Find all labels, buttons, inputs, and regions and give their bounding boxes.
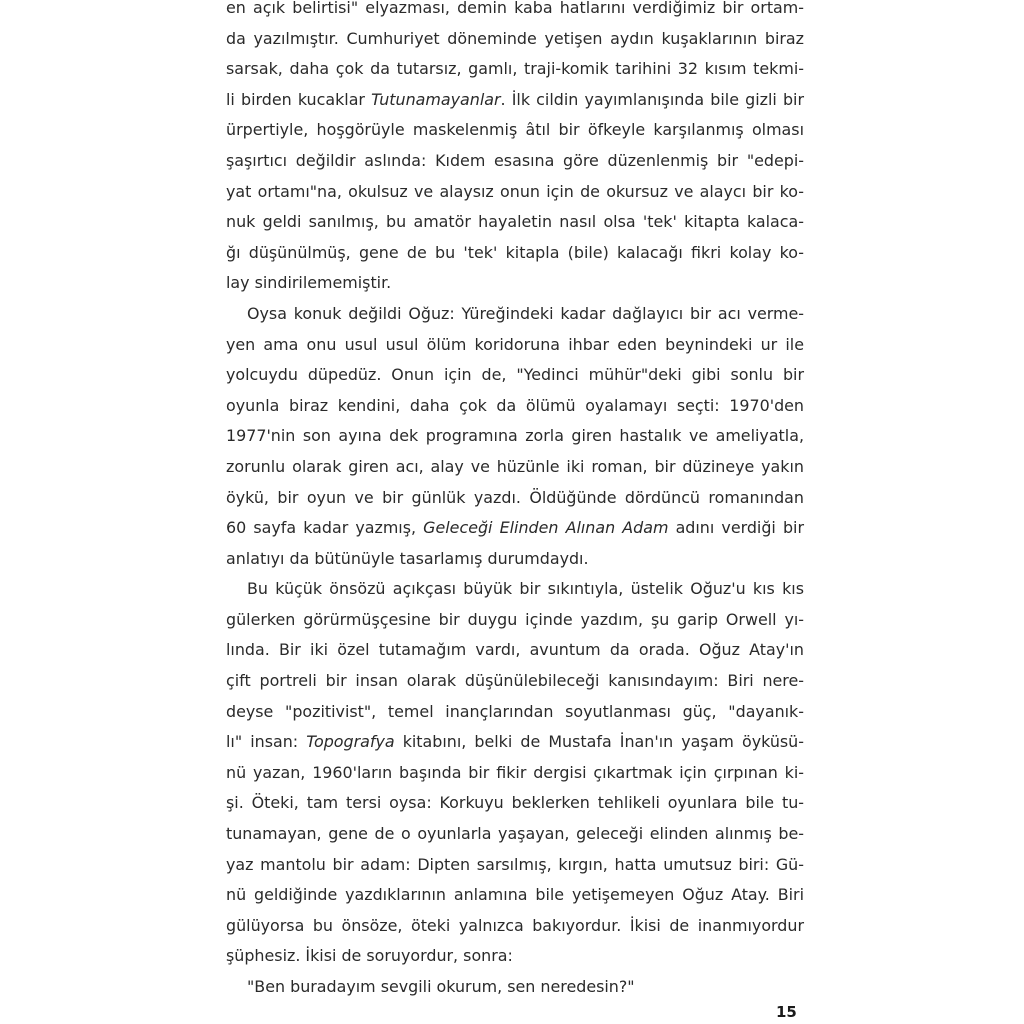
text-line: 1977'nin son ayına dek programına zorla giren hastalık ve ameliyatla, xyxy=(226,426,804,446)
text-line: lında. Bir iki özel tutamağım vardı, avuntum da orada. Oğuz Atay'ın xyxy=(226,640,804,660)
text-line: şaşırtıcı değildir aslında: Kıdem esasına göre düzenlenmiş bir "edepi- xyxy=(226,150,804,170)
text-line: Oysa konuk değildi Oğuz: Yüreğindeki kadar dağlayıcı bir acı verme- xyxy=(247,303,804,323)
text-line: "Ben buradayım sevgili okurum, sen neredesin?" xyxy=(247,977,635,996)
text-line: ürpertiyle, hoşgörüyle maskelenmiş âtıl bir öfkeyle karşılanmış olması xyxy=(226,120,804,140)
text-line: gülüyorsa bu önsöze, öteki yalnızca bakıyordur. İkisi de inanmıyordur xyxy=(226,915,804,935)
text-segment: 60 sayfa kadar yazmış, xyxy=(226,518,424,538)
text-line: da yazılmıştır. Cumhuriyet döneminde yetişen aydın kuşaklarının biraz xyxy=(226,28,804,48)
text-line xyxy=(226,513,804,544)
text-line: yaz mantolu bir adam: Dipten sarsılmış, kırgın, hatta umutsuz biri: Gü- xyxy=(226,854,804,874)
body-text xyxy=(226,0,804,1003)
text-line: deyse "pozitivist", temel inançlarından soyutlanması güç, "dayanık- xyxy=(226,701,804,721)
text-line: şi. Öteki, tam tersi oysa: Korkuyu beklerken tehlikeli oyunlara bile tu- xyxy=(226,793,804,813)
text-line: yolcuydu düpedüz. Onun için de, "Yedinci mühür"deki gibi sonlu bir xyxy=(226,365,804,385)
text-line: tunamayan, gene de o oyunlarla yaşayan, geleceği elinden alınmış be- xyxy=(226,824,804,844)
text-segment: adını verdiği bir xyxy=(668,518,804,538)
text-line: nü geldiğinde yazdıklarının anlamına bile yetişemeyen Oğuz Atay. Biri xyxy=(226,885,804,905)
text-line: en açık belirtisi" elyazması, demin kaba hatlarını verdiğimiz bir ortam- xyxy=(226,0,804,17)
text-line: şüphesiz. İkisi de soruyordur, sonra: xyxy=(226,946,513,966)
text-line: oyunla biraz kendini, daha çok da ölümü oyalamayı seçti: 1970'den xyxy=(226,395,804,415)
italic-title: Topografya xyxy=(306,732,395,752)
text-line: ğı düşünülmüş, gene de bu 'tek' kitapla (bile) kalacağı fikri kolay ko- xyxy=(226,242,804,262)
text-line: nü yazan, 1960'ların başında bir fikir dergisi çıkartmak için çırpınan ki- xyxy=(226,762,804,782)
text-segment: kitabını, belki de Mustafa İnan'ın yaşam öyküsü- xyxy=(394,732,804,752)
text-line: gülerken görürmüşçesine bir duygu içinde yazdım, şu garip Orwell yı- xyxy=(226,609,804,629)
text-line: Bu küçük önsözü açıkçası büyük bir sıkıntıyla, üstelik Oğuz'u kıs kıs xyxy=(247,579,804,599)
text-segment: . İlk cildin yayımlanışında bile gizli bir xyxy=(500,89,804,109)
text-line: çift portreli bir insan olarak düşünülebileceği kanısındayım: Biri nere- xyxy=(226,671,804,691)
text-segment: li birden kucaklar xyxy=(226,89,372,109)
text-line xyxy=(226,85,804,116)
text-line: lay sindirilememiştir. xyxy=(226,273,392,293)
text-line: öykü, bir oyun ve bir günlük yazdı. Öldüğünde dördüncü romanından xyxy=(226,487,804,507)
text-segment: lı" insan: xyxy=(226,732,307,752)
italic-title: Geleceği Elinden Alınan Adam xyxy=(423,518,669,538)
text-line: yen ama onu usul usul ölüm koridoruna ihbar eden beynindeki ur ile xyxy=(226,334,804,354)
text-line: yat ortamı"na, okulsuz ve alaysız onun için de okursuz ve alaycı bir ko- xyxy=(226,181,804,201)
text-line: nuk geldi sanılmış, bu amatör hayaletin nasıl olsa 'tek' kitapta kalaca- xyxy=(226,212,804,232)
text-line: sarsak, daha çok da tutarsız, gamlı, traji-komik tarihini 32 kısım tekmi- xyxy=(226,59,804,79)
page-number: 15 xyxy=(776,1003,797,1021)
text-line: anlatıyı da bütünüyle tasarlamış durumdaydı. xyxy=(226,548,589,568)
italic-title: Tutunamayanlar xyxy=(371,89,501,109)
text-line: zorunlu olarak giren acı, alay ve hüzünle iki roman, bir düzineye yakın xyxy=(226,456,804,476)
text-line xyxy=(226,727,804,758)
